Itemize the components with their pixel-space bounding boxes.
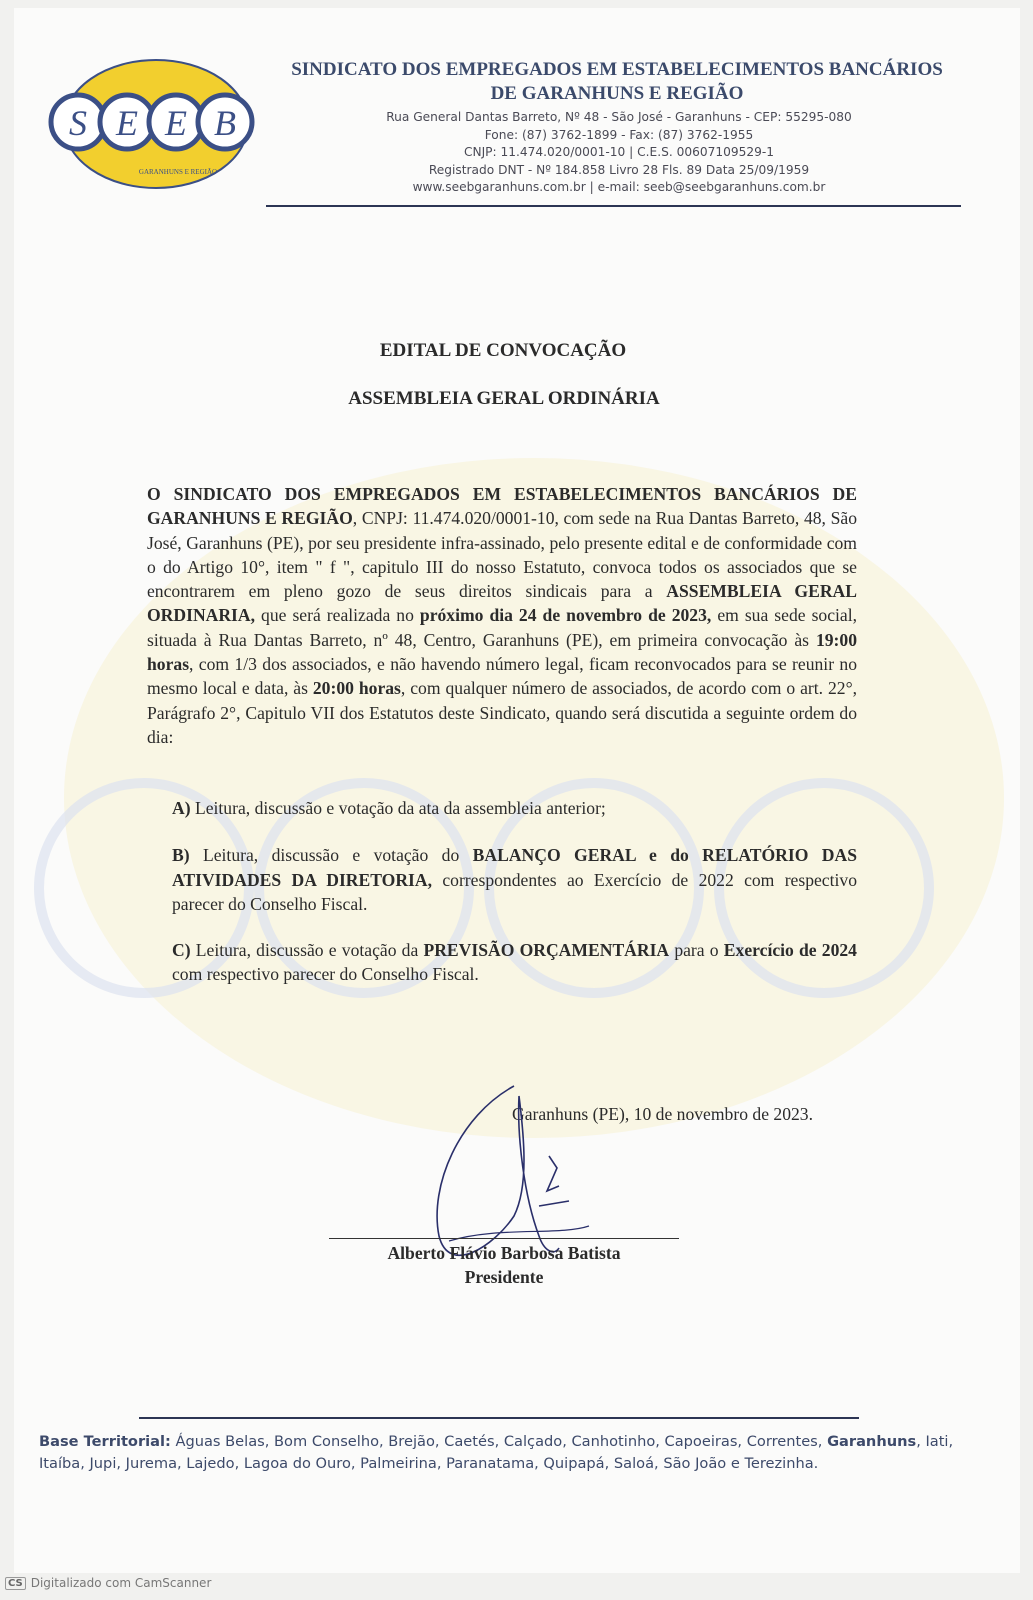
signatory-name: Alberto Flávio Barbosa Batista bbox=[387, 1243, 621, 1263]
signatory-role: Presidente bbox=[464, 1267, 544, 1287]
assembly-bold: ASSEMBLEIA GERAL ORDINARIA, bbox=[147, 581, 857, 626]
convocation-paragraph bbox=[147, 482, 857, 749]
place-date: Garanhuns (PE), 10 de novembro de 2023. bbox=[512, 1104, 813, 1124]
org-phone: Fone: (87) 3762-1899 - Fax: (87) 3762-1955 bbox=[484, 127, 754, 142]
logo-letter-e1: E bbox=[116, 103, 138, 143]
territorial-base-label: Base Territorial: bbox=[39, 1433, 171, 1450]
body-part-5: , com qualquer número de associados, de acordo com o art. 22°, Parágrafo 2°, Capitulo VII dos Estatutos deste Sindicato, quando será discutida a seguinte ordem do dia: bbox=[147, 678, 858, 747]
watermark-logo bbox=[14, 8, 1020, 1573]
document-title: EDITAL DE CONVOCAÇÃO bbox=[379, 340, 627, 361]
camscanner-icon: CS bbox=[5, 1577, 26, 1590]
agenda-item-a: A) Leitura, discussão e votação da ata da assembleia anterior; bbox=[172, 798, 606, 818]
scanner-label: Digitalizado com CamScanner bbox=[30, 1576, 212, 1590]
org-name-line1: SINDICATO DOS EMPREGADOS EM ESTABELECIMENTOS BANCÁRIOS bbox=[291, 59, 943, 80]
document-subtitle: ASSEMBLEIA GERAL ORDINÁRIA bbox=[348, 388, 660, 409]
agenda-item-c: C) Leitura, discussão e votação da PREVISÃO ORÇAMENTÁRIA para o Exercício de 2024 com respectivo parecer do Conselho Fiscal. bbox=[172, 940, 857, 985]
org-cnpj: CNJP: 11.474.020/0001-10 | C.E.S. 00607109529-1 bbox=[463, 145, 775, 159]
signature-line bbox=[329, 1238, 679, 1239]
body-part-2: que será realizada no bbox=[255, 605, 420, 626]
seeb-logo bbox=[48, 52, 258, 192]
body-part-4: , com 1/3 dos associados, e não havendo número legal, ficam reconvocados para se reunir no mesmo local e data, às bbox=[147, 654, 857, 699]
logo-letter-e2: E bbox=[165, 103, 187, 143]
document-page bbox=[14, 8, 1020, 1573]
org-web: www.seebgaranhuns.com.br | e-mail: seeb@seebgaranhuns.com.br bbox=[412, 180, 826, 194]
territorial-base: Base Territorial: Águas Belas, Bom Conselho, Brejão, Caetés, Calçado, Canhotinho, Capoeiras, Correntes, Garanhuns, Iati, Itaíba, Jupi, Jurema, Lajedo, Lagoa do Ouro, Palmeirina, Paranatama, Quipapá, Saloá, São João e Terezinha. bbox=[39, 1433, 954, 1472]
org-name-bold: O SINDICATO DOS EMPREGADOS EM ESTABELECIMENTOS BANCÁRIOS DE GARANHUNS E REGIÃO bbox=[147, 484, 857, 529]
logo-letter-b: B bbox=[214, 103, 236, 143]
org-address: Rua General Dantas Barreto, Nº 48 - São José - Garanhuns - CEP: 55295-080 bbox=[386, 110, 852, 124]
header-divider bbox=[266, 205, 961, 207]
org-registry: Registrado DNT - Nº 184.858 Livro 28 Fls. 89 Data 25/09/1959 bbox=[428, 162, 810, 177]
body-part-1: , CNPJ: 11.474.020/0001-10, com sede na Rua Dantas Barreto, 48, São José, Garanhuns (PE), por seu presidente infra-assinado, pelo presente edital e de conformidade com o do Artigo 10°, item " f ", capitulo III do nosso Estatuto, convoca todos os associados que se encontrarem em pleno gozo de seus direitos sindicais para a bbox=[147, 508, 857, 602]
org-name-line2: DE GARANHUNS E REGIÃO bbox=[490, 83, 744, 104]
agenda-list bbox=[172, 796, 857, 1009]
logo-letter-s: S bbox=[69, 103, 87, 143]
scanner-watermark bbox=[5, 1576, 211, 1590]
meeting-date-bold: próximo dia 24 de novembro de 2023, bbox=[419, 605, 712, 626]
org-contact-block bbox=[344, 109, 894, 197]
footer-divider bbox=[139, 1417, 859, 1419]
first-call-time: 19:00 horas bbox=[147, 629, 857, 675]
org-name bbox=[272, 58, 962, 106]
second-call-time: 20:00 horas bbox=[312, 678, 401, 699]
logo-tagline: GARANHUNS E REGIÃO bbox=[138, 168, 218, 176]
body-part-3: em sua sede social, situada à Rua Dantas Barreto, nº 48, Centro, Garanhuns (PE), em primeira convocação às bbox=[147, 605, 858, 650]
agenda-item-b: B) Leitura, discussão e votação do BALANÇO GERAL e do RELATÓRIO DAS ATIVIDADES DA DIRETORIA, correspondentes ao Exercício de 2022 com respectivo parecer do Conselho Fiscal. bbox=[172, 845, 857, 914]
